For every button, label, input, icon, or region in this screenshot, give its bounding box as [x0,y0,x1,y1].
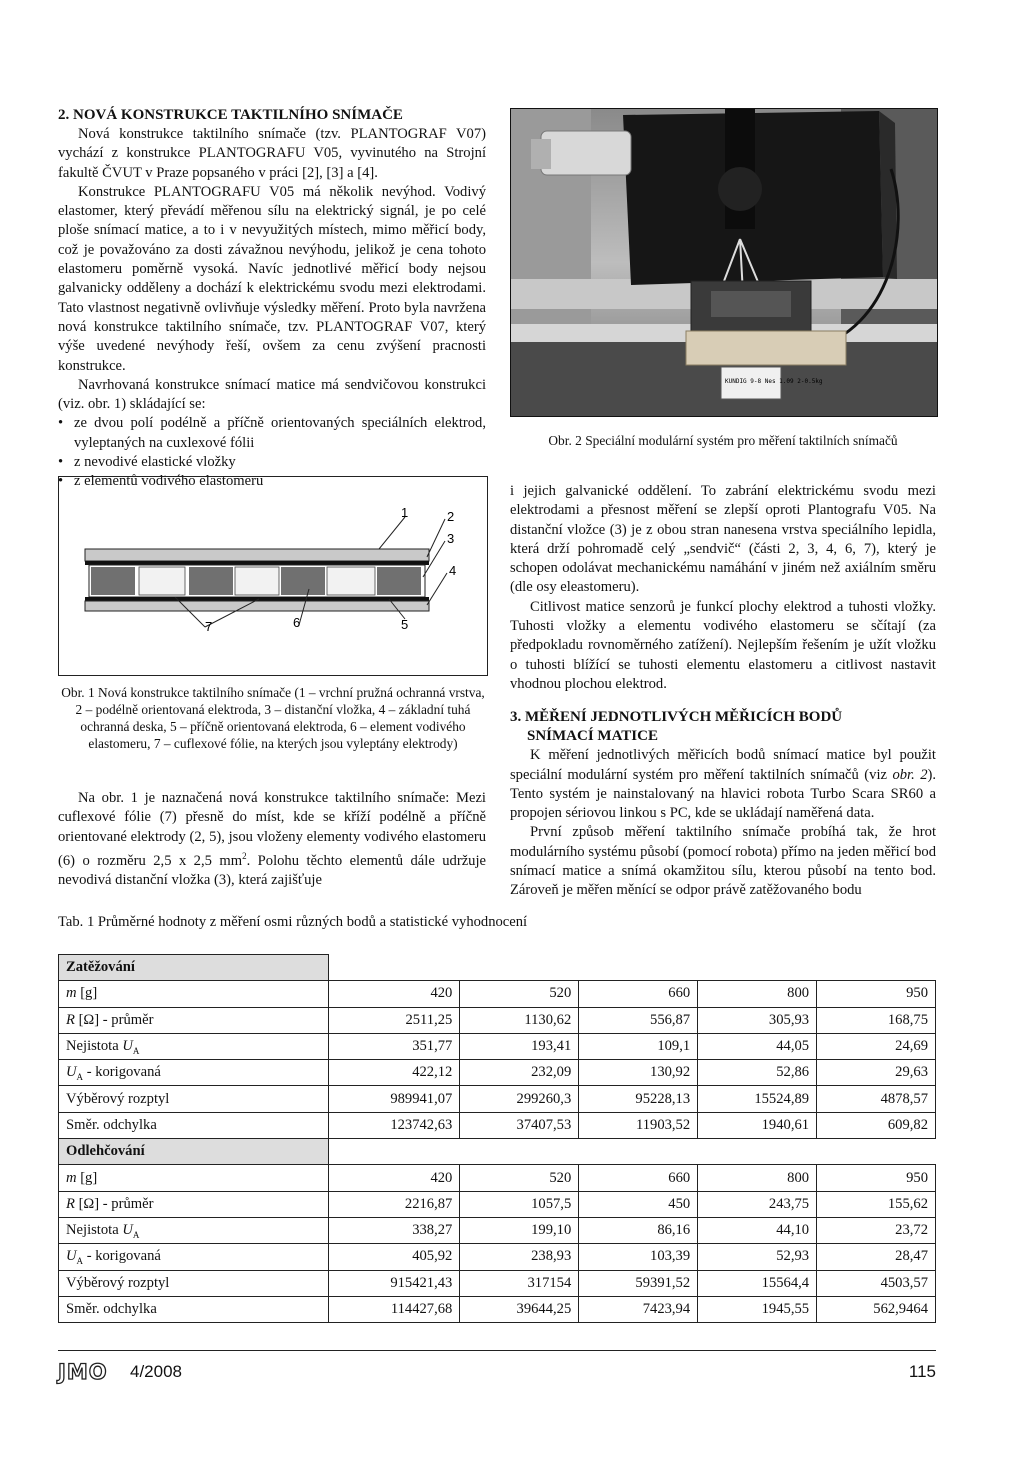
table-cell: 11903,52 [579,1112,698,1138]
figure-1-caption: Obr. 1 Nová konstrukce taktilního snímače (1 – vrchní pružná ochranná vrstva, 2 – podélně orientovaná elektroda, 3 – distanční vložka, 4 – základní tuhá ochranná deska, 5 – příčně orientovaná elektroda, 6 – element vodivého elastomeru, 7 – cuflexové fólie, na kterých jsou vyleptány elektrody) [61,685,485,751]
table-cell: 28,47 [817,1244,936,1270]
table-cell: 199,10 [460,1217,579,1243]
section-2-body [58,125,486,492]
table-cell: 86,16 [579,1217,698,1243]
module-label-text: KUNDIG 9-8 Nes 1.09 2-0.5kg [725,378,823,385]
table-row [59,1244,936,1270]
table-row [59,1296,936,1322]
table-cell: 422,12 [329,1060,460,1086]
robot-sensor-photo [511,109,937,416]
table-cell: 232,09 [460,1060,579,1086]
table-cell: 238,93 [460,1244,579,1270]
table-cell: 24,69 [817,1033,936,1059]
table-cell: 52,86 [698,1060,817,1086]
table-cell: 114427,68 [329,1296,460,1322]
row-label: Nejistota $U_A$ [59,1217,329,1243]
right-column-body [510,482,936,901]
table-row [59,1217,936,1243]
figure-label: 6 [293,615,301,630]
list-item: • z elementů vodivého elastomeru [58,472,486,491]
table-cell: 4878,57 [817,1086,936,1112]
table-row [59,1165,936,1191]
figure-2-caption: Obr. 2 Speciální modulární systém pro měření taktilních snímačů [548,433,898,448]
table-cell: 450 [579,1191,698,1217]
table-group-header [59,955,936,981]
paragraph: Citlivost matice senzorů je funkcí plochy elektrod a tuhosti vložky. Tuhosti vložky a elementu vodivého elastomeru se sčítají (za předpokladu rovnoměrného zatížení). Nejlepším řešením je užít vložku o tuhosti blížící se tuhosti elementu elastomeru a citlivost nastavit vhodnou plochou elektrod. [510,598,936,692]
table-cell: 299260,3 [460,1086,579,1112]
paragraph: Konstrukce PLANTOGRAFU V05 má několik nevýhod. Vodivý elastomer, který převádí měřenou sílu na elektrický signál, je po celé ploše snímací matice, a to i v nevyužitých místech, mimo měřicí body, což je považováno za dosti závažnou nevýhodu, jelikož je cena tohoto elastomeru poměrně vysoká. Navíc jednotlivé měřicí body nejsou galvanicky odděleny a dochází k elektrickému svodu mezi elektrodami. Tato vlastnost negativně ovlivňuje výsledky měření. Proto byla navržena nová konstrukce taktilního snímače, tzv. PLANTOGRAF V07, který výše uvedené nevýhody řeší, ovšem za cenu zvýšení pracnosti konstrukce. [58,183,486,374]
table-cell: 556,87 [579,1007,698,1033]
table-cell: 168,75 [817,1007,936,1033]
table-row [59,1270,936,1296]
row-label: Směr. odchylka [59,1112,329,1138]
table-cell: 915421,43 [329,1270,460,1296]
table-cell: 562,9464 [817,1296,936,1322]
table-cell: 44,10 [698,1217,817,1243]
figure-label: 5 [401,617,409,632]
table-1 [58,954,936,1323]
table-cell: 405,92 [329,1244,460,1270]
figure-label: 2 [447,509,455,524]
footer-rule [58,1350,936,1351]
table-cell: 660 [579,1165,698,1191]
figure-1-diagram [58,476,488,676]
table-cell: 950 [817,981,936,1007]
table-cell: 338,27 [329,1217,460,1243]
table-cell: 29,63 [817,1060,936,1086]
section-2-continuation [58,789,486,890]
table-cell: 1940,61 [698,1112,817,1138]
row-label: $U_A$ - korigovaná [59,1060,329,1086]
figure-label: 7 [205,619,213,634]
table-row [59,1112,936,1138]
journal-logo: JMO [58,1360,108,1384]
table-cell: 243,75 [698,1191,817,1217]
table-cell: 59391,52 [579,1270,698,1296]
table-cell: 15564,4 [698,1270,817,1296]
table-cell: 1057,5 [460,1191,579,1217]
figure-label: 3 [447,531,455,546]
paragraph: K měření jednotlivých měřicích bodů snímací matice byl použit speciální modulární systém pro měření taktilních snímačů (viz obr. 2). Tento systém je nainstalovaný na hlavici robota Turbo Scara SR60 a propojen sériovou linkou s PC, kde se ukládají naměřená data. [510,747,937,822]
table-cell: 123742,63 [329,1112,460,1138]
row-label: Výběrový rozptyl [59,1086,329,1112]
table-cell: 609,82 [817,1112,936,1138]
table-row [59,1033,936,1059]
table-row [59,1191,936,1217]
section-2-heading: 2. NOVÁ KONSTRUKCE TAKTILNÍHO SNÍMAČE [58,107,403,123]
table-cell: 1945,55 [698,1296,817,1322]
paragraph: Na obr. 1 je naznačená nová konstrukce taktilního snímače: Mezi cuflexové fólie (7) přesně do míst, kde se kříží podélně a příčně orientované elektrody (2, 5), jsou vloženy elementy vodivého elastomeru (6) o rozměru 2,5 x 2,5 $mm^2$. Polohu těchto elementů dále udržuje nevodivá distanční vložka (3), která zajišťuje [58,790,487,889]
table-cell: 23,72 [817,1217,936,1243]
table-cell: 660 [579,981,698,1007]
table-cell: 39644,25 [460,1296,579,1322]
table-cell: 317154 [460,1270,579,1296]
table-cell: 130,92 [579,1060,698,1086]
table-cell: 305,93 [698,1007,817,1033]
paragraph: První způsob měření taktilního snímače probíhá tak, že hrot modulárního systému působí (pomocí robota) přímo na jeden měřicí bod snímací matice a snímá okamžitou sílu, kterou působí na tento bod. Zároveň je měřen měnící se odpor právě zatěžovaného bodu [510,824,936,899]
table-cell: 950 [817,1165,936,1191]
table-cell: 4503,57 [817,1270,936,1296]
table-cell: 103,39 [579,1244,698,1270]
table-cell: 800 [698,1165,817,1191]
table-cell: 420 [329,981,460,1007]
row-label: Výběrový rozptyl [59,1270,329,1296]
figure-label: 4 [449,563,457,578]
table-cell: 52,93 [698,1244,817,1270]
group-title: Zatěžování [59,955,329,981]
table-cell: 155,62 [817,1191,936,1217]
table-cell: 520 [460,981,579,1007]
figure-label: 1 [401,505,409,520]
row-label: R [Ω] - průměr [59,1007,329,1033]
table-cell: 520 [460,1165,579,1191]
table-row [59,1086,936,1112]
row-label: m [g] [59,981,329,1007]
table-1-caption: Tab. 1 Průměrné hodnoty z měření osmi různých bodů a statistické vyhodnocení [58,914,528,930]
paragraph: Navrhovaná konstrukce snímací matice má sendvičovou konstrukci (viz. obr. 1) skládající se: [58,376,486,413]
issue-number: 4/2008 [130,1362,182,1381]
table-cell: 2511,25 [329,1007,460,1033]
sandwich-diagram [59,477,487,675]
table-group-header [59,1139,936,1165]
row-label: $U_A$ - korigovaná [59,1244,329,1270]
section-3-heading: 3. MĚŘENÍ JEDNOTLIVÝCH MĚŘICÍCH BODŮ SNÍMACÍ MATICE [510,709,843,745]
figure-2-photo [510,108,938,417]
table-cell: 351,77 [329,1033,460,1059]
table-cell: 2216,87 [329,1191,460,1217]
page-number: 115 [908,1362,936,1381]
list-item: • z nevodivé elastické vložky [58,453,486,472]
row-label: Nejistota $U_A$ [59,1033,329,1059]
table-cell: 420 [329,1165,460,1191]
table-cell: 800 [698,981,817,1007]
table-cell: 15524,89 [698,1086,817,1112]
table-row [59,981,936,1007]
table-cell: 95228,13 [579,1086,698,1112]
table-cell: 7423,94 [579,1296,698,1322]
table-cell: 193,41 [460,1033,579,1059]
row-label: Směr. odchylka [59,1296,329,1322]
table-row [59,1060,936,1086]
paragraph: i jejich galvanické oddělení. To zabrání elektrickému svodu mezi elektrodami a přesnost měření se zlepší oproti Plantografu V05. Na distanční vložce (3) je z obou stran nanesena vrstva speciálního lepidla, která drží pohromadě celý „sendvič“ (části 2, 3, 4, 6, 7), který je schopen odolávat mechanickému namáhání v jiném než axiálním směru (dle osy eleastomeru). [510,483,936,596]
group-title: Odlehčování [59,1139,329,1165]
table-cell: 989941,07 [329,1086,460,1112]
row-label: R [Ω] - průměr [59,1191,329,1217]
paragraph: Nová konstrukce taktilního snímače (tzv. PLANTOGRAF V07) vychází z konstrukce PLANTOGRAFU V05, vyvinutého na Strojní fakultě ČVUT v Praze popsaného v práci [2], [3] a [4]. [58,126,486,181]
table-cell: 44,05 [698,1033,817,1059]
table-cell: 37407,53 [460,1112,579,1138]
list-item: • ze dvou polí podélně a příčně orientovaných speciálních elektrod, vyleptaných na cuxlexové fólii [58,414,486,453]
row-label: m [g] [59,1165,329,1191]
table-cell: 1130,62 [460,1007,579,1033]
table-row [59,1007,936,1033]
table-cell: 109,1 [579,1033,698,1059]
